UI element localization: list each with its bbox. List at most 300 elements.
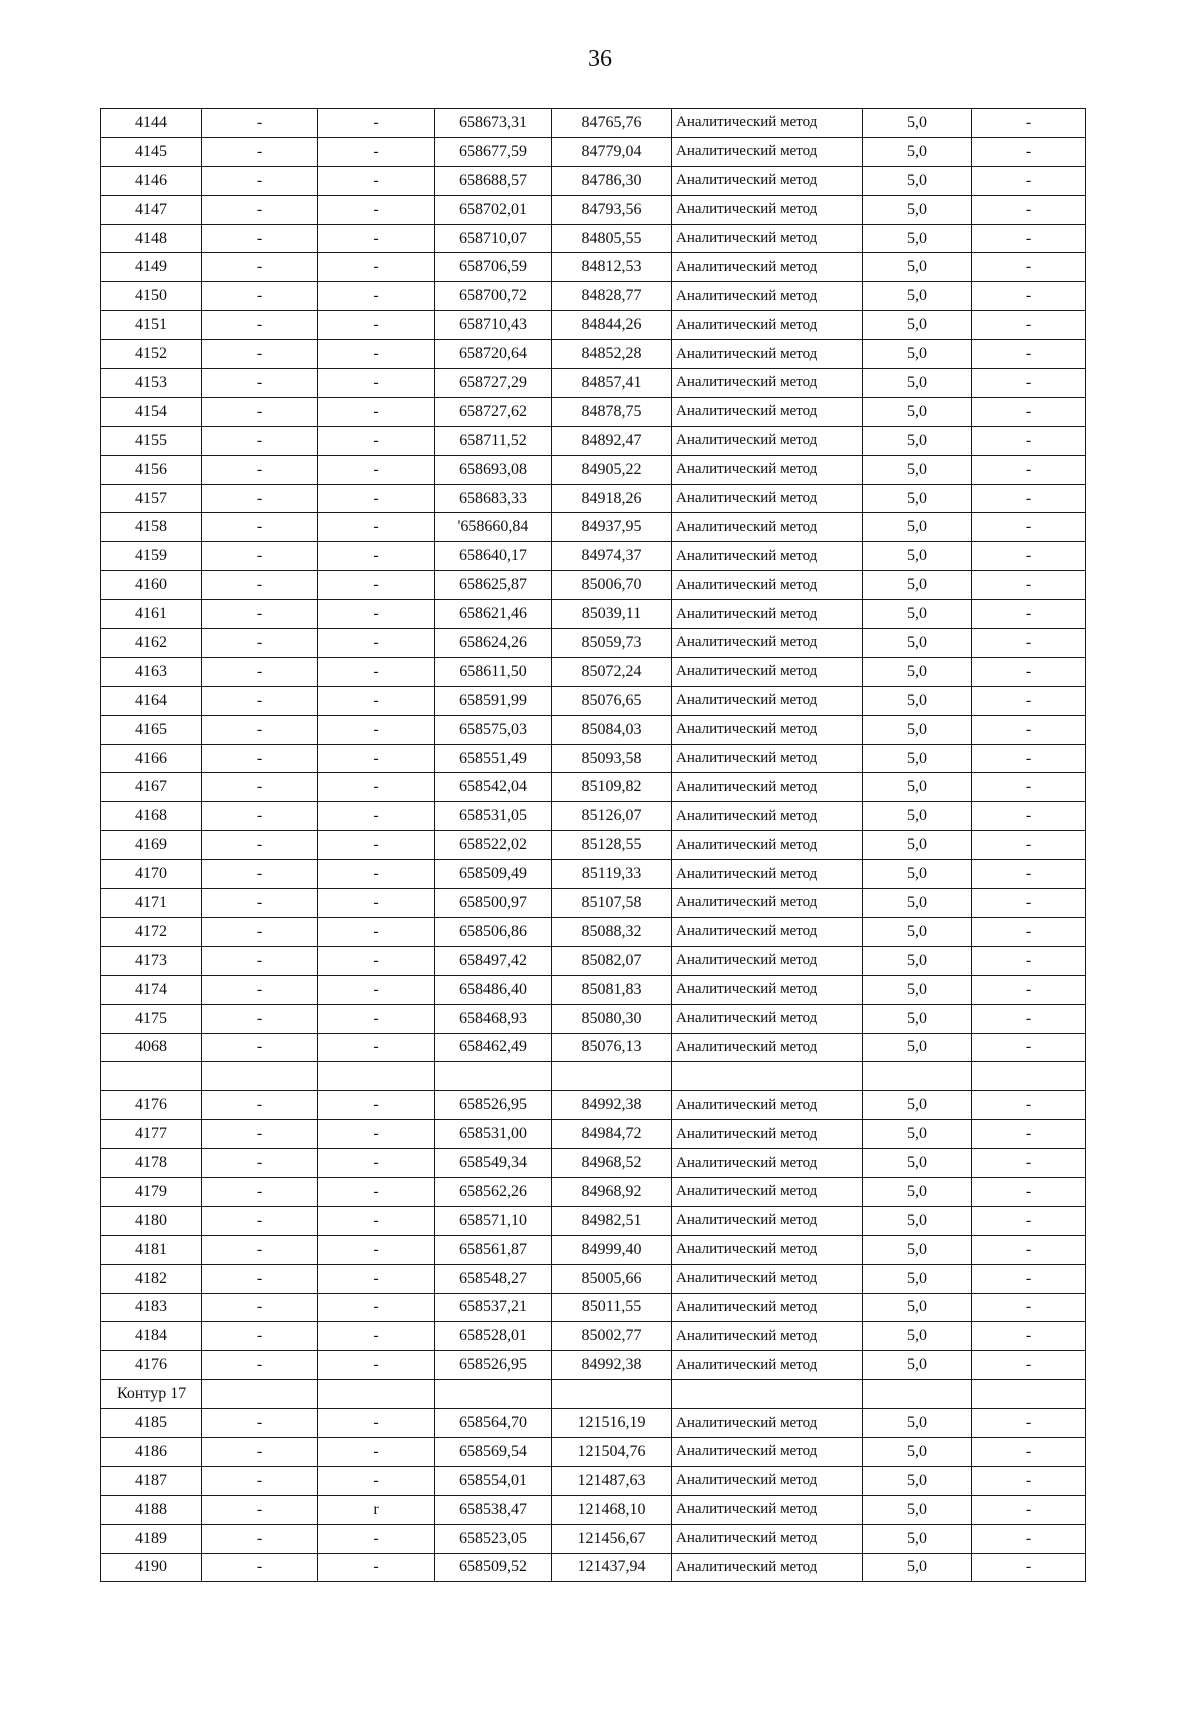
table-row xyxy=(101,369,1086,398)
accuracy: 5,0 xyxy=(863,1264,972,1293)
accuracy: 5,0 xyxy=(863,802,972,831)
method: Аналитический метод xyxy=(672,1206,863,1235)
method: Аналитический метод xyxy=(672,1322,863,1351)
accuracy: 5,0 xyxy=(863,1293,972,1322)
coord-x: 658509,52 xyxy=(435,1553,552,1582)
coord-y: 84765,76 xyxy=(552,109,672,138)
table-row xyxy=(101,889,1086,918)
cell-col2: - xyxy=(202,253,318,282)
cell-col3: - xyxy=(318,282,435,311)
table-row xyxy=(101,542,1086,571)
point-number: 4190 xyxy=(101,1553,202,1582)
accuracy: 5,0 xyxy=(863,1004,972,1033)
coord-y: 121456,67 xyxy=(552,1524,672,1553)
coord-x: 658549,34 xyxy=(435,1149,552,1178)
cell-col8: - xyxy=(972,455,1086,484)
method: Аналитический метод xyxy=(672,195,863,224)
cell-col3: - xyxy=(318,426,435,455)
cell-col3: - xyxy=(318,513,435,542)
cell-col3: - xyxy=(318,831,435,860)
table-row xyxy=(101,282,1086,311)
cell-col8: - xyxy=(972,397,1086,426)
coord-y: 84892,47 xyxy=(552,426,672,455)
point-number: 4158 xyxy=(101,513,202,542)
cell-col8: - xyxy=(972,1235,1086,1264)
cell-col8: - xyxy=(972,513,1086,542)
point-number: 4159 xyxy=(101,542,202,571)
cell-col8: - xyxy=(972,1033,1086,1062)
cell-col8: - xyxy=(972,1466,1086,1495)
point-number: 4169 xyxy=(101,831,202,860)
table-row xyxy=(101,1466,1086,1495)
table-row xyxy=(101,253,1086,282)
cell-col3: - xyxy=(318,484,435,513)
coord-y: 84999,40 xyxy=(552,1235,672,1264)
cell-col3: - xyxy=(318,744,435,773)
method: Аналитический метод xyxy=(672,513,863,542)
coord-x: 658551,49 xyxy=(435,744,552,773)
coord-y: 85076,13 xyxy=(552,1033,672,1062)
accuracy: 5,0 xyxy=(863,715,972,744)
cell-col2: - xyxy=(202,1553,318,1582)
empty-cell xyxy=(552,1062,672,1091)
point-number: 4146 xyxy=(101,166,202,195)
cell-col3: - xyxy=(318,1351,435,1380)
table-row xyxy=(101,1553,1086,1582)
table-row xyxy=(101,340,1086,369)
cell-col2: - xyxy=(202,426,318,455)
cell-col2: - xyxy=(202,600,318,629)
table-row xyxy=(101,1293,1086,1322)
cell-col2: - xyxy=(202,1409,318,1438)
cell-col2: - xyxy=(202,369,318,398)
cell-col2: - xyxy=(202,889,318,918)
table-row xyxy=(101,397,1086,426)
method: Аналитический метод xyxy=(672,571,863,600)
cell-col8: - xyxy=(972,1553,1086,1582)
cell-col2: - xyxy=(202,1466,318,1495)
cell-col8: - xyxy=(972,253,1086,282)
cell-col8: - xyxy=(972,715,1086,744)
coord-x: 658640,17 xyxy=(435,542,552,571)
coord-y: 84805,55 xyxy=(552,224,672,253)
coord-x: '658660,84 xyxy=(435,513,552,542)
accuracy: 5,0 xyxy=(863,831,972,860)
accuracy: 5,0 xyxy=(863,1091,972,1120)
cell-col8: - xyxy=(972,571,1086,600)
point-number: 4179 xyxy=(101,1177,202,1206)
coord-x: 658720,64 xyxy=(435,340,552,369)
table-row xyxy=(101,1380,1086,1409)
point-number: 4068 xyxy=(101,1033,202,1062)
table-row xyxy=(101,917,1086,946)
method: Аналитический метод xyxy=(672,224,863,253)
method: Аналитический метод xyxy=(672,282,863,311)
coord-y: 84982,51 xyxy=(552,1206,672,1235)
cell-col2: - xyxy=(202,397,318,426)
table-row xyxy=(101,629,1086,658)
accuracy: 5,0 xyxy=(863,889,972,918)
accuracy: 5,0 xyxy=(863,426,972,455)
cell-col8: - xyxy=(972,975,1086,1004)
table-row xyxy=(101,513,1086,542)
cell-col3: - xyxy=(318,1466,435,1495)
accuracy: 5,0 xyxy=(863,1524,972,1553)
method: Аналитический метод xyxy=(672,629,863,658)
method: Аналитический метод xyxy=(672,253,863,282)
accuracy: 5,0 xyxy=(863,311,972,340)
cell-col8: - xyxy=(972,340,1086,369)
method: Аналитический метод xyxy=(672,1235,863,1264)
table-row xyxy=(101,1495,1086,1524)
table-row xyxy=(101,1004,1086,1033)
accuracy: 5,0 xyxy=(863,340,972,369)
cell-col8: - xyxy=(972,1206,1086,1235)
point-number: 4170 xyxy=(101,860,202,889)
point-number: 4172 xyxy=(101,917,202,946)
coord-y: 85076,65 xyxy=(552,686,672,715)
method: Аналитический метод xyxy=(672,744,863,773)
cell-col8: - xyxy=(972,1409,1086,1438)
empty-cell xyxy=(972,1062,1086,1091)
cell-col3: - xyxy=(318,1235,435,1264)
empty-cell xyxy=(672,1380,863,1409)
coord-x: 658677,59 xyxy=(435,137,552,166)
empty-cell xyxy=(435,1380,552,1409)
cell-col3: - xyxy=(318,946,435,975)
coord-y: 84968,52 xyxy=(552,1149,672,1178)
method: Аналитический метод xyxy=(672,1466,863,1495)
cell-col3: - xyxy=(318,137,435,166)
method: Аналитический метод xyxy=(672,1437,863,1466)
coord-y: 84937,95 xyxy=(552,513,672,542)
coord-x: 658531,00 xyxy=(435,1120,552,1149)
cell-col3: - xyxy=(318,1033,435,1062)
coord-y: 121516,19 xyxy=(552,1409,672,1438)
coord-y: 85081,83 xyxy=(552,975,672,1004)
point-number: 4161 xyxy=(101,600,202,629)
cell-col2: - xyxy=(202,137,318,166)
method: Аналитический метод xyxy=(672,715,863,744)
table-row xyxy=(101,1437,1086,1466)
accuracy: 5,0 xyxy=(863,686,972,715)
cell-col2: - xyxy=(202,455,318,484)
empty-cell xyxy=(202,1380,318,1409)
coord-x: 658673,31 xyxy=(435,109,552,138)
cell-col2: - xyxy=(202,1293,318,1322)
accuracy: 5,0 xyxy=(863,1351,972,1380)
table-row xyxy=(101,1409,1086,1438)
coord-y: 84984,72 xyxy=(552,1120,672,1149)
accuracy: 5,0 xyxy=(863,484,972,513)
cell-col3: - xyxy=(318,1149,435,1178)
coord-x: 658497,42 xyxy=(435,946,552,975)
cell-col8: - xyxy=(972,773,1086,802)
coord-y: 85039,11 xyxy=(552,600,672,629)
coord-x: 658710,07 xyxy=(435,224,552,253)
cell-col3: - xyxy=(318,1264,435,1293)
point-number: 4150 xyxy=(101,282,202,311)
cell-col2: - xyxy=(202,1351,318,1380)
cell-col8: - xyxy=(972,1351,1086,1380)
table-row xyxy=(101,109,1086,138)
coord-x: 658727,62 xyxy=(435,397,552,426)
cell-col8: - xyxy=(972,1264,1086,1293)
coord-x: 658526,95 xyxy=(435,1351,552,1380)
accuracy: 5,0 xyxy=(863,397,972,426)
table-row xyxy=(101,1149,1086,1178)
coord-x: 658561,87 xyxy=(435,1235,552,1264)
cell-col2: - xyxy=(202,629,318,658)
cell-col3: - xyxy=(318,109,435,138)
cell-col2: - xyxy=(202,1264,318,1293)
cell-col8: - xyxy=(972,484,1086,513)
cell-col3: - xyxy=(318,195,435,224)
contour-label: Контур 17 xyxy=(101,1380,202,1409)
cell-col2: - xyxy=(202,773,318,802)
method: Аналитический метод xyxy=(672,600,863,629)
cell-col3: - xyxy=(318,571,435,600)
point-number: 4177 xyxy=(101,1120,202,1149)
coord-y: 84992,38 xyxy=(552,1351,672,1380)
cell-col2: - xyxy=(202,513,318,542)
empty-cell xyxy=(318,1062,435,1091)
table-row xyxy=(101,600,1086,629)
cell-col3: - xyxy=(318,340,435,369)
cell-col3: - xyxy=(318,657,435,686)
accuracy: 5,0 xyxy=(863,975,972,1004)
coord-y: 85088,32 xyxy=(552,917,672,946)
accuracy: 5,0 xyxy=(863,946,972,975)
cell-col2: - xyxy=(202,166,318,195)
cell-col3: - xyxy=(318,1120,435,1149)
point-number: 4156 xyxy=(101,455,202,484)
point-number: 4145 xyxy=(101,137,202,166)
table-row xyxy=(101,657,1086,686)
cell-col3: - xyxy=(318,542,435,571)
coord-y: 84828,77 xyxy=(552,282,672,311)
empty-cell xyxy=(863,1062,972,1091)
cell-col3: - xyxy=(318,1293,435,1322)
coord-y: 85084,03 xyxy=(552,715,672,744)
cell-col3: - xyxy=(318,311,435,340)
method: Аналитический метод xyxy=(672,657,863,686)
accuracy: 5,0 xyxy=(863,542,972,571)
method: Аналитический метод xyxy=(672,1149,863,1178)
method: Аналитический метод xyxy=(672,1524,863,1553)
coord-x: 658683,33 xyxy=(435,484,552,513)
coord-x: 658554,01 xyxy=(435,1466,552,1495)
coord-x: 658621,46 xyxy=(435,600,552,629)
cell-col2: - xyxy=(202,715,318,744)
table-row xyxy=(101,1235,1086,1264)
coord-x: 658522,02 xyxy=(435,831,552,860)
coord-y: 84918,26 xyxy=(552,484,672,513)
coord-y: 85005,66 xyxy=(552,1264,672,1293)
point-number: 4176 xyxy=(101,1351,202,1380)
coord-x: 658531,05 xyxy=(435,802,552,831)
point-number: 4180 xyxy=(101,1206,202,1235)
point-number: 4155 xyxy=(101,426,202,455)
coord-x: 658562,26 xyxy=(435,1177,552,1206)
empty-cell xyxy=(318,1380,435,1409)
accuracy: 5,0 xyxy=(863,455,972,484)
cell-col3: - xyxy=(318,1553,435,1582)
method: Аналитический метод xyxy=(672,1004,863,1033)
method: Аналитический метод xyxy=(672,1553,863,1582)
cell-col3: - xyxy=(318,917,435,946)
table-row xyxy=(101,1351,1086,1380)
method: Аналитический метод xyxy=(672,1409,863,1438)
coord-x: 658711,52 xyxy=(435,426,552,455)
cell-col2: - xyxy=(202,802,318,831)
method: Аналитический метод xyxy=(672,917,863,946)
cell-col3: - xyxy=(318,455,435,484)
cell-col2: - xyxy=(202,1235,318,1264)
method: Аналитический метод xyxy=(672,1033,863,1062)
coord-x: 658462,49 xyxy=(435,1033,552,1062)
accuracy: 5,0 xyxy=(863,600,972,629)
cell-col2: - xyxy=(202,831,318,860)
table-row xyxy=(101,1091,1086,1120)
cell-col3: - xyxy=(318,686,435,715)
cell-col2: - xyxy=(202,1206,318,1235)
method: Аналитический метод xyxy=(672,1495,863,1524)
cell-col3: - xyxy=(318,166,435,195)
coord-x: 658611,50 xyxy=(435,657,552,686)
accuracy: 5,0 xyxy=(863,571,972,600)
accuracy: 5,0 xyxy=(863,1206,972,1235)
table-row xyxy=(101,1120,1086,1149)
cell-col3: r xyxy=(318,1495,435,1524)
cell-col8: - xyxy=(972,1495,1086,1524)
table-row xyxy=(101,1033,1086,1062)
point-number: 4176 xyxy=(101,1091,202,1120)
cell-col3: - xyxy=(318,889,435,918)
cell-col8: - xyxy=(972,1437,1086,1466)
cell-col8: - xyxy=(972,195,1086,224)
accuracy: 5,0 xyxy=(863,1149,972,1178)
table-row xyxy=(101,860,1086,889)
point-number: 4183 xyxy=(101,1293,202,1322)
coord-x: 658526,95 xyxy=(435,1091,552,1120)
method: Аналитический метод xyxy=(672,340,863,369)
coord-y: 85006,70 xyxy=(552,571,672,600)
accuracy: 5,0 xyxy=(863,744,972,773)
cell-col3: - xyxy=(318,1004,435,1033)
cell-col2: - xyxy=(202,917,318,946)
point-number: 4182 xyxy=(101,1264,202,1293)
point-number: 4165 xyxy=(101,715,202,744)
point-number: 4147 xyxy=(101,195,202,224)
cell-col3: - xyxy=(318,1206,435,1235)
method: Аналитический метод xyxy=(672,137,863,166)
cell-col2: - xyxy=(202,744,318,773)
method: Аналитический метод xyxy=(672,773,863,802)
cell-col8: - xyxy=(972,369,1086,398)
empty-cell xyxy=(435,1062,552,1091)
point-number: 4174 xyxy=(101,975,202,1004)
method: Аналитический метод xyxy=(672,397,863,426)
coord-y: 84852,28 xyxy=(552,340,672,369)
table-row xyxy=(101,224,1086,253)
point-number: 4162 xyxy=(101,629,202,658)
point-number: 4167 xyxy=(101,773,202,802)
coord-y: 85002,77 xyxy=(552,1322,672,1351)
coord-x: 658542,04 xyxy=(435,773,552,802)
cell-col2: - xyxy=(202,1033,318,1062)
cell-col2: - xyxy=(202,195,318,224)
table-row xyxy=(101,455,1086,484)
cell-col3: - xyxy=(318,600,435,629)
cell-col2: - xyxy=(202,1091,318,1120)
coord-x: 658486,40 xyxy=(435,975,552,1004)
coord-x: 658710,43 xyxy=(435,311,552,340)
coord-y: 84793,56 xyxy=(552,195,672,224)
accuracy: 5,0 xyxy=(863,1322,972,1351)
cell-col8: - xyxy=(972,1524,1086,1553)
cell-col8: - xyxy=(972,657,1086,686)
table-row xyxy=(101,1062,1086,1091)
empty-cell xyxy=(101,1062,202,1091)
cell-col2: - xyxy=(202,1120,318,1149)
accuracy: 5,0 xyxy=(863,657,972,686)
cell-col8: - xyxy=(972,860,1086,889)
empty-cell xyxy=(972,1380,1086,1409)
table-row xyxy=(101,946,1086,975)
accuracy: 5,0 xyxy=(863,1495,972,1524)
method: Аналитический метод xyxy=(672,831,863,860)
cell-col2: - xyxy=(202,946,318,975)
coord-x: 658700,72 xyxy=(435,282,552,311)
method: Аналитический метод xyxy=(672,455,863,484)
coord-y: 85109,82 xyxy=(552,773,672,802)
method: Аналитический метод xyxy=(672,369,863,398)
table-row xyxy=(101,715,1086,744)
coord-y: 85107,58 xyxy=(552,889,672,918)
cell-col3: - xyxy=(318,224,435,253)
cell-col8: - xyxy=(972,542,1086,571)
empty-cell xyxy=(672,1062,863,1091)
table-row xyxy=(101,831,1086,860)
cell-col8: - xyxy=(972,802,1086,831)
point-number: 4152 xyxy=(101,340,202,369)
cell-col8: - xyxy=(972,917,1086,946)
cell-col3: - xyxy=(318,860,435,889)
point-number: 4157 xyxy=(101,484,202,513)
point-number: 4144 xyxy=(101,109,202,138)
table-row xyxy=(101,1206,1086,1235)
cell-col3: - xyxy=(318,1524,435,1553)
table-row xyxy=(101,311,1086,340)
method: Аналитический метод xyxy=(672,946,863,975)
coord-y: 121487,63 xyxy=(552,1466,672,1495)
accuracy: 5,0 xyxy=(863,1553,972,1582)
coord-y: 84857,41 xyxy=(552,369,672,398)
cell-col2: - xyxy=(202,657,318,686)
accuracy: 5,0 xyxy=(863,513,972,542)
accuracy: 5,0 xyxy=(863,1120,972,1149)
coord-x: 658523,05 xyxy=(435,1524,552,1553)
cell-col2: - xyxy=(202,224,318,253)
point-number: 4166 xyxy=(101,744,202,773)
point-number: 4168 xyxy=(101,802,202,831)
point-number: 4154 xyxy=(101,397,202,426)
table-row xyxy=(101,1322,1086,1351)
table-row xyxy=(101,1177,1086,1206)
method: Аналитический метод xyxy=(672,426,863,455)
point-number: 4184 xyxy=(101,1322,202,1351)
